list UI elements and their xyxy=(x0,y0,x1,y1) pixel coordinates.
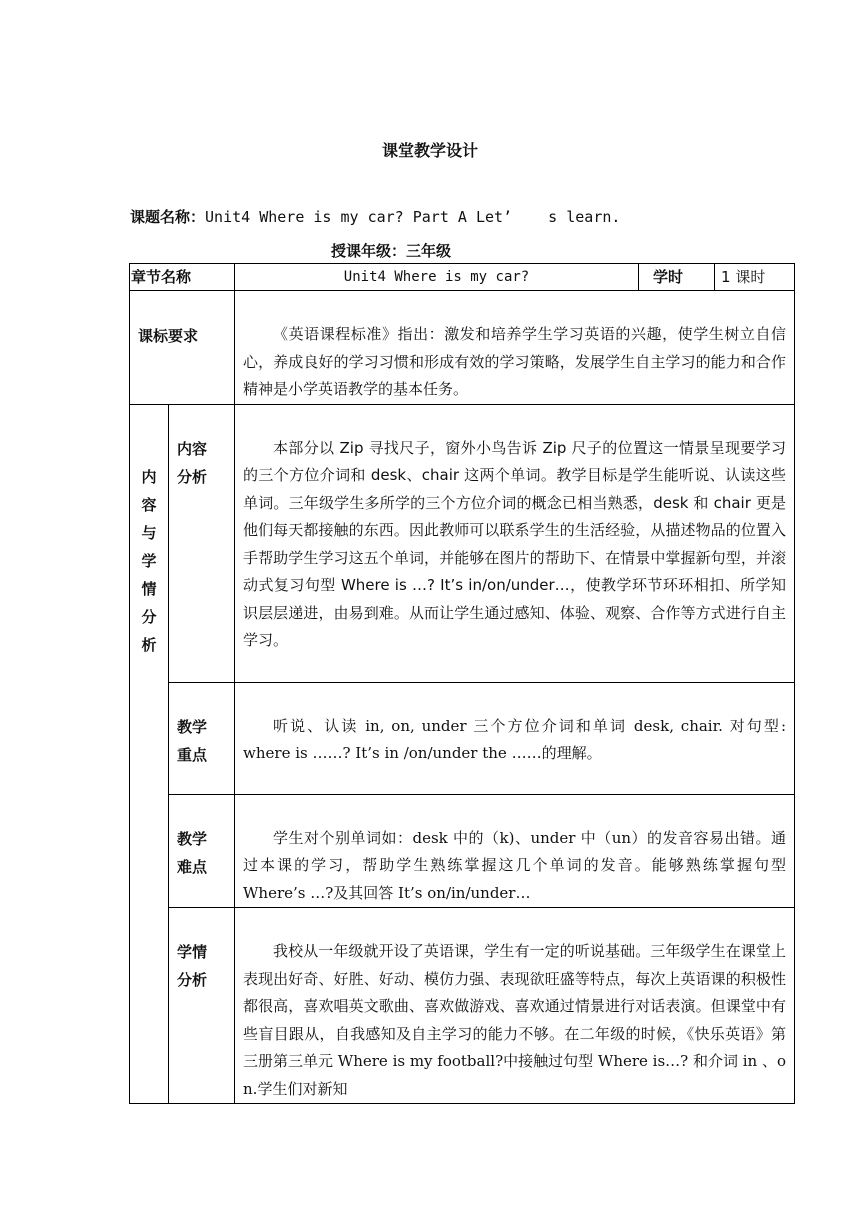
document-title: 课堂教学设计 xyxy=(381,141,478,160)
key-label: 教学重点 xyxy=(177,717,208,764)
chapter-label: 章节名称 xyxy=(130,264,235,291)
hours-label: 学时 xyxy=(639,264,715,291)
topic-value: Unit4 Where is my car? Part A Let’ s learn. xyxy=(205,208,621,226)
difficult-label: 教学难点 xyxy=(177,829,208,876)
hours-value: 1 课时 xyxy=(715,264,795,291)
grade-line: 授课年级：三年级 xyxy=(331,242,452,260)
difficult-text: 学生对个别单词如：desk 中的（k)、under 中（un）的发音容易出错。通过本课的学习，帮助学生熟练掌握这几个单词的发音。能够熟练掌握句型 Where’s …?及其回答 It’s on/in/under… xyxy=(243,828,787,902)
lesson-plan-table xyxy=(129,263,794,1104)
standard-text: 《英语课程标准》指出：激发和培养学生学习英语的兴趣，使学生树立自信心，养成良好的学习习惯和形成有效的学习策略，发展学生自主学习的能力和合作精神是小学英语教学的基本任务。 xyxy=(243,325,787,398)
standard-label: 课标要求 xyxy=(130,291,235,405)
topic-line xyxy=(130,206,620,227)
key-text: 听说、认读 in, on, under 三个方位介词和单词 desk, chair. 对句型: where is ……? It’s in /on/under the ……的理解。 xyxy=(243,716,787,762)
student-text: 我校从一年级就开设了英语课，学生有一定的听说基础。三年级学生在课堂上表现出好奇、好胜、好动、模仿力强、表现欲旺盛等特点，每次上英语课的积极性都很高，喜欢唱英文歌曲、喜欢做游戏、喜欢通过情景进行对话表演。但课堂中有些盲目跟从，自我感知及自主学习的能力不够。在二年级的时候，《快乐英语》第三册第三单元 Where is my football?中接触过句型 Where is…? 和介词 in 、on.学生们对新知 xyxy=(243,942,787,1098)
content-text: 本部分以 Zip 寻找尺子，窗外小鸟告诉 Zip 尺子的位置这一情景呈现要学习的三个方位介词和 desk、chair 这两个单词。教学目标是学生能听说、认读这些单词。三年级学生多所学的三个方位介词的概念已相当熟悉，desk 和 chair 更是他们每天都接触的东西。因此教师可以联系学生的生活经验，从描述物品的位置入手帮助学生学习这五个单词，并能够在图片的帮助下、在情景中掌握新句型，并滚动式复习句型 Where is …? It’s in/on/under…，使教学环节环环相扣、所学知识层层递进，由易到难。从而让学生通过感知、体验、观察、合作等方式进行自主学习。 xyxy=(243,438,787,649)
section-label: 内容与学情分析 xyxy=(141,467,157,654)
content-label: 内容分析 xyxy=(177,439,208,486)
student-label: 学情分析 xyxy=(177,943,208,989)
section-label-cell xyxy=(130,404,169,1104)
chapter-value: Unit4 Where is my car? xyxy=(235,264,639,291)
topic-label: 课题名称： xyxy=(130,208,206,226)
